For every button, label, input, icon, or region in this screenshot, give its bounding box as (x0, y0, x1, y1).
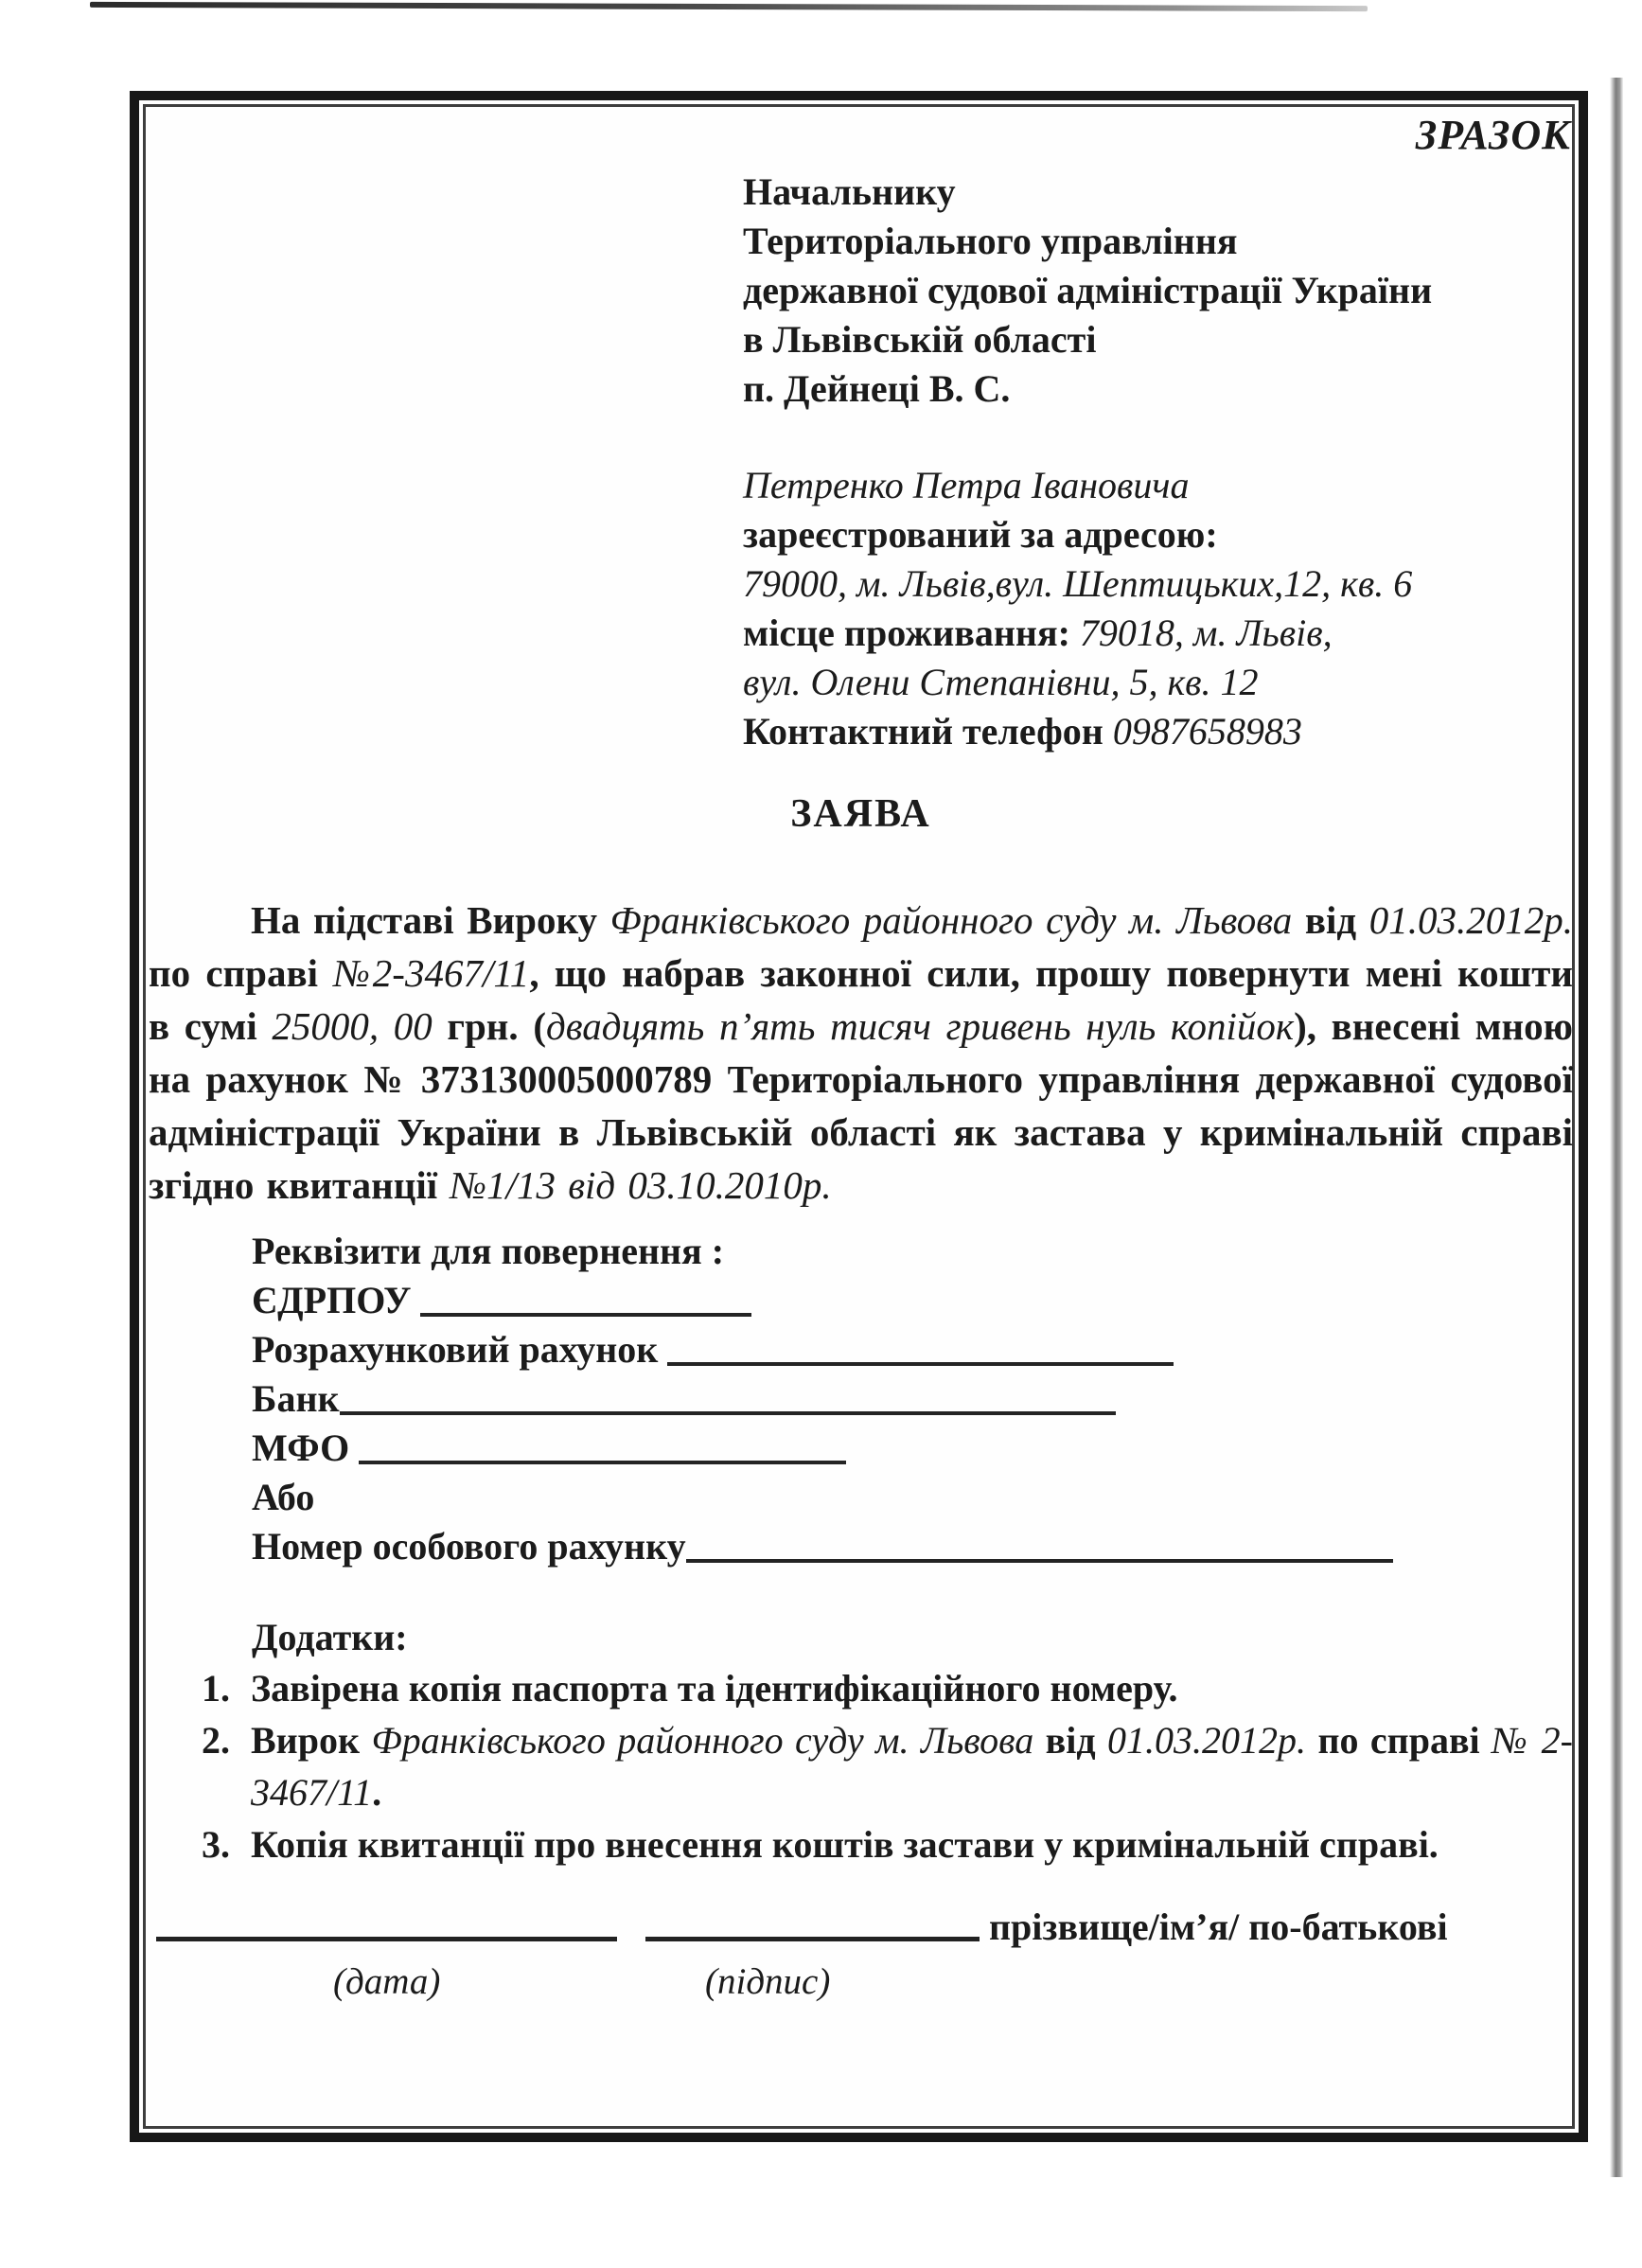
requisites-heading: Реквізити для повернення : (252, 1230, 725, 1272)
addressee-line: державної судової адміністрації України (743, 269, 1433, 311)
requisite-field (252, 1276, 1573, 1325)
addressee-block (743, 168, 1573, 414)
text-run: по справі (1317, 1719, 1492, 1762)
text-run: Вирок (251, 1719, 372, 1762)
signature-blank-line (645, 1929, 980, 1941)
signature-captions (149, 1958, 1573, 2011)
requisite-label: Розрахунковий рахунок (252, 1328, 668, 1371)
text-run: двадцять п’ять тисяч гривень нуль копійок (545, 1004, 1295, 1048)
text-run: від (1045, 1719, 1107, 1762)
attachment-item (149, 1662, 1573, 1714)
blank-line (420, 1303, 751, 1317)
text-run: № 2-3467/11 (251, 1719, 1573, 1814)
text-run: 01.03.2012р. (1107, 1719, 1318, 1762)
blank-line (667, 1353, 1174, 1366)
signature-row (156, 1903, 1573, 1952)
text-run: 01.03.2012р. (1368, 898, 1573, 942)
text-run: Завірена копія паспорта та ідентифікаційного номеру. (251, 1667, 1178, 1710)
document-content (139, 110, 1579, 2011)
requisite-label: МФО (252, 1426, 360, 1469)
text-run: На підставі Вироку (251, 898, 610, 942)
text-run: Франківського районного суду м. Львова (609, 898, 1305, 942)
requisite-field (252, 1374, 1573, 1424)
requisite-field (252, 1522, 1573, 1571)
requisite-label: ЄДРПОУ (252, 1279, 421, 1321)
sample-stamp: ЗРАЗОК (1415, 112, 1571, 158)
phone-line (743, 707, 1573, 756)
requisite-field (252, 1473, 1573, 1522)
requisites-fields (252, 1276, 1573, 1571)
attachments-block (149, 1613, 1573, 1870)
requisite-label: Банк (252, 1377, 340, 1420)
document-border-frame (130, 91, 1588, 2142)
text-run: ), внесені мною на рахунок № 373130005000789 Територіального управління державної судової адміністрації України в Львівській області як застава у кримінальній справі згідно квитанції (149, 1004, 1573, 1207)
text-run: грн. ( (447, 1004, 546, 1048)
registered-address: 79000, м. Львів,вул. Шептицьких,12, кв. 6 (743, 562, 1413, 605)
application-body-paragraph (149, 894, 1573, 1212)
attachment-number: 3. (202, 1823, 230, 1866)
blank-line (686, 1550, 1393, 1563)
attachment-number: 2. (202, 1719, 230, 1762)
scan-edge-shadow (1610, 78, 1623, 2177)
requisite-field (252, 1424, 1573, 1473)
text-run: 25000, 00 (272, 1004, 448, 1048)
blank-line (340, 1402, 1116, 1415)
date-blank-line (156, 1929, 617, 1941)
registered-address-label: зареєстрований за адресою: (743, 513, 1218, 556)
requisite-field (252, 1325, 1573, 1374)
requisite-label: Номер особового рахунку (252, 1525, 686, 1568)
applicant-block (743, 461, 1573, 756)
requisite-label: Або (252, 1476, 315, 1518)
attachment-number: 1. (202, 1667, 230, 1710)
addressee-line: Начальнику (743, 170, 956, 213)
addressee-line: п. Дейнеці В. С. (743, 367, 1011, 410)
residence-line (743, 609, 1573, 658)
document-title: ЗАЯВА (790, 792, 931, 836)
residence-label: місце проживання: (743, 611, 1070, 654)
attachment-item (149, 1818, 1573, 1870)
text-run: Франківського районного суду м. Львова (371, 1719, 1046, 1762)
addressee-line: в Львівській області (743, 318, 1097, 361)
blank-line (359, 1451, 846, 1464)
attachments-heading: Додатки: (252, 1616, 408, 1658)
attachments-list (149, 1662, 1573, 1870)
phone-label: Контактний телефон (743, 710, 1103, 753)
fullname-label: прізвище/ім’я/ по-батькові (989, 1905, 1448, 1948)
date-caption: (дата) (333, 1961, 441, 2002)
text-run: по справі (149, 951, 334, 995)
text-run: №1/13 від 03.10.2010р. (450, 1163, 832, 1207)
applicant-name: Петренко Петра Івановича (743, 464, 1190, 506)
text-run: Копія квитанції про внесення коштів застави у кримінальній справі. (251, 1823, 1439, 1866)
attachment-item (149, 1714, 1573, 1818)
text-run: . (372, 1771, 382, 1814)
text-run: №2-3467/11 (333, 951, 530, 995)
scan-artifact-line (90, 2, 1368, 11)
addressee-line: Територіального управління (743, 220, 1238, 262)
text-run: від (1304, 898, 1369, 942)
phone-number: 0987658983 (1112, 710, 1302, 753)
text-run: , що набрав законної сили, прошу повернути мені кошти в сумі (149, 951, 1574, 1048)
residence-address: 79018, м. Львів, (1079, 611, 1333, 654)
residence-address-line2: вул. Олени Степанівни, 5, кв. 12 (743, 661, 1259, 703)
signature-caption: (підпис) (705, 1961, 831, 2002)
requisites-block (252, 1227, 1573, 1571)
